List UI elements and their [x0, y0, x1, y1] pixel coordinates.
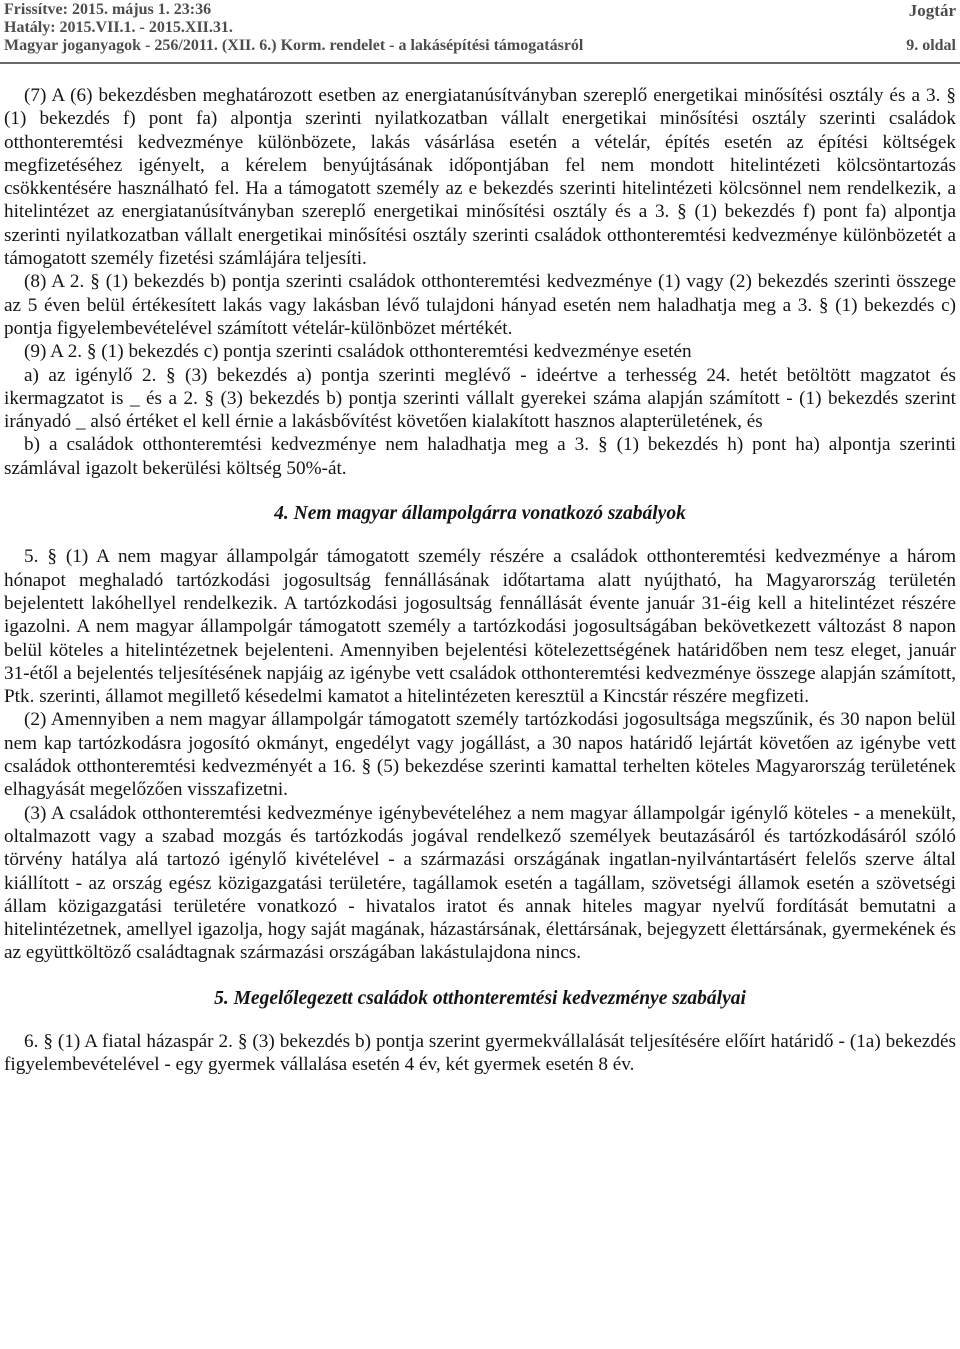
section-heading-4: 4. Nem magyar állampolgárra vonatkozó szabályok	[274, 503, 686, 525]
section-5-paragraph-3: (3) A családok otthonteremtési kedvezménye igénybevételéhez a nem magyar állampolgár igénylő köteles - a menekült, oltalmazott vagy a szabad mozgás és tartózkodás jogával rendelkező személyek beutazásáról és tartózkodásáról szóló törvény hatálya alá tartozó igénylő kivételével - a származási országának ingatlan-nyilvántartásért felelős szerve által kiállított - az ország egész közigazgatási területére, tagállamok esetén a tagállam, szövetségi államok esetén a szövetségi állam közigazgatási területére vonatkozó - hivatalos iratot és annak hiteles magyar nyelvű fordítását bemutatni a hitelintézetnek, amellyel igazolja, hogy saját magának, házastársának, élettársának, bejegyzett élettársának, gyermekének és az együttköltöző családtagnak származási országában lakástulajdona nincs.	[4, 802, 957, 964]
validity-period: Hatály: 2015.VII.1. - 2015.XII.31.	[4, 19, 233, 36]
section-heading-5: 5. Megelőlegezett családok otthonteremtési kedvezménye szabályai	[214, 987, 746, 1009]
page-header	[0, 0, 960, 62]
header-rule	[0, 62, 960, 64]
paragraph-8: (8) A 2. § (1) bekezdés b) pontja szerinti családok otthonteremtési kedvezménye (1) vagy (2) bekezdés szerinti összege az 5 éven belül értékesített lakás vagy lakásban lévő tulajdoni hányad esetén nem haladhatja meg a 3. § (1) bekezdés c) pontja figyelembevételével számított vételár-különbözet mértékét.	[4, 271, 956, 339]
paragraph-9: (9) A 2. § (1) bekezdés c) pontja szerinti családok otthonteremtési kedvezménye esetén	[24, 341, 692, 363]
page-number: 9. oldal	[906, 37, 956, 54]
paragraph-7: (7) A (6) bekezdésben meghatározott esetben az energiatanúsítványban szereplő energetikai minősítési osztály és a 3. § (1) bekezdés f) pont fa) alpontja szerinti nyilatkozatban vállalt energetikai minősítési osztály szerinti családok otthonteremtési kedvezménye különbözete, lakás vásárlása esetén a vételár, építés esetén az építési költségek megfizetéséhez igényelt, a kérelem benyújtásának időpontjában fel nem mondott hitelintézeti kölcsöntartozás csökkentésére használható fel. Ha a támogatott személy az e bekezdés szerinti hitelintézeti kölcsönnel nem rendelkezik, a hitelintézet az energiatanúsítványban szereplő energetikai minősítési osztály és a 3. § (1) bekezdés f) pont fa) alpontja szerinti nyilatkozatban vállalt energetikai minősítési osztály szerinti családok otthonteremtési kedvezménye különbözetét a támogatott személy fizetési számlájára teljesíti.	[4, 85, 956, 270]
paragraph-9b: b) a családok otthonteremtési kedvezménye nem haladhatja meg a 3. § (1) bekezdés h) pont ha) alpontja szerinti számlával igazolt bekerülési költség 50%-át.	[4, 434, 956, 479]
paragraph-9a: a) az igénylő 2. § (3) bekezdés a) pontja szerinti meglévő - ideértve a terhesség 24. hetét betöltött magzatot és ikermagzatot is _ és a 2. § (3) bekezdés b) pontja szerinti vállalt gyerekei száma alapján számított - (1) bekezdés szerint irányadó _ alsó értéket el kell érnie a lakásbővítést követően kialakított hasznos alapterületének, és	[4, 364, 956, 433]
brand-logo: Jogtár	[908, 1, 956, 20]
section-5-paragraph-2: (2) Amennyiben a nem magyar állampolgár támogatott személy tartózkodási jogosultsága megszűnik, és 30 napon belül nem kap tartózkodásra jogosító okmányt, engedélyt vagy jogállást, a 30 napos határidő lejártát követően az igénybe vett családok otthonteremtési kedvezményét a 16. § (5) bekezdése szerinti kamattal terhelten köteles Magyarország területének elhagyását megelőzően visszafizetni.	[4, 709, 956, 801]
section-6-paragraph-1: 6. § (1) A fiatal házaspár 2. § (3) bekezdés b) pontja szerint gyermekvállalását teljesítésére előírt határidő - (1a) bekezdés figyelembevételével - egy gyermek vállalása esetén 4 év, két gyermek esetén 8 év.	[4, 1030, 956, 1076]
section-5-paragraph-1: 5. § (1) A nem magyar állampolgár támogatott személy részére a családok otthonteremtési kedvezménye a három hónapot meghaladó tartózkodási jogosultság fennállásának időtartama alatt nyújtható, ha Magyarország területén bejelentett lakóhellyel rendelkezik. A tartózkodási jogosultság fennállását évente január 31-éig kell a hitelintézet részére igazolni. A nem magyar állampolgár támogatott személy a tartózkodási jogosultságában bekövetkezett változást 8 napon belül köteles a hitelintézetnek bejelenteni. Amennyiben bejelentési kötelezettségének határidőben nem tesz eleget, január 31-étől a bejelentés teljesítésének napjáig az igénybe vett családok otthonteremtési kedvezménye összege alapján számított, Ptk. szerinti, államot megillető késedelmi kamatot a hitelintézeten keresztül a Kincstár részére megfizeti.	[4, 546, 956, 708]
update-date: Frissítve: 2015. május 1. 23:36	[4, 1, 212, 18]
document-body	[4, 84, 956, 1077]
document-title: Magyar joganyagok - 256/2011. (XII. 6.) Korm. rendelet - a lakásépítési támogatásról	[4, 37, 584, 54]
